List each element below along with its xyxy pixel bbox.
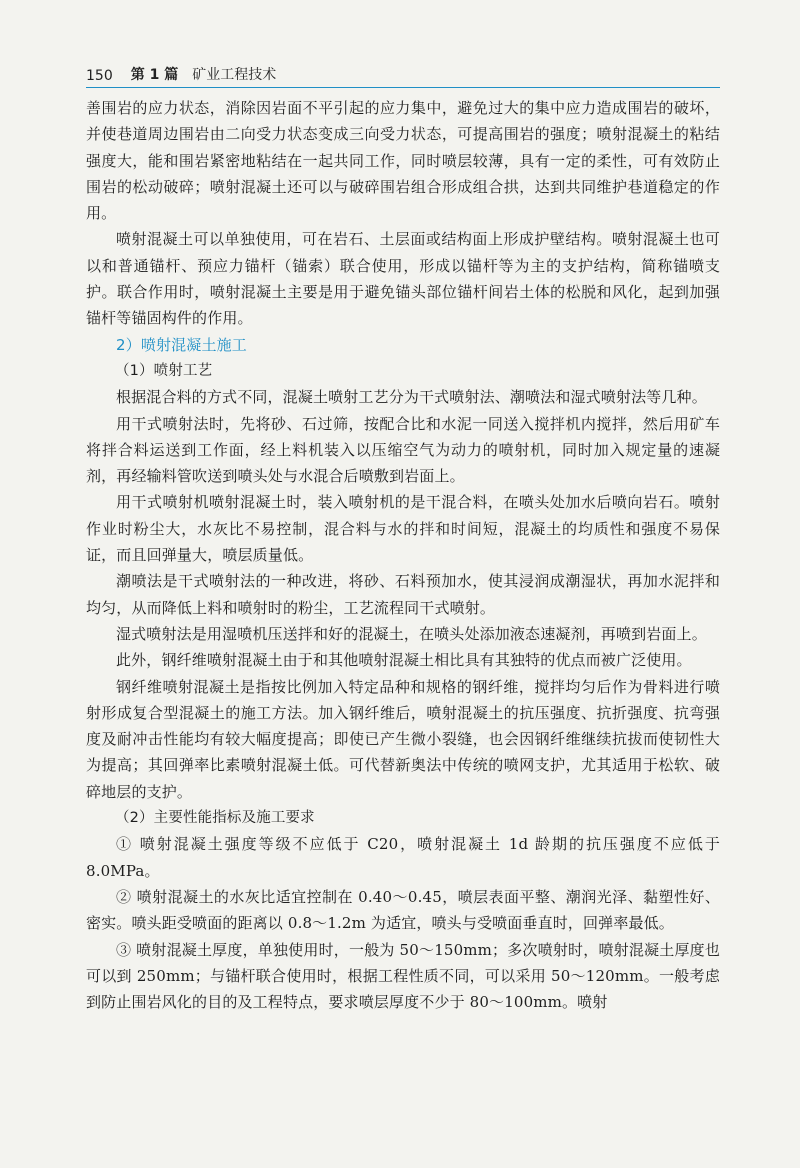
paragraph: 湿式喷射法是用湿喷机压送拌和好的混凝土，在喷头处添加液态速凝剂，再喷到岩面上。 xyxy=(116,624,707,643)
body-text xyxy=(86,95,720,1015)
paragraph: 此外，钢纤维喷射混凝土由于和其他喷射混凝土相比具有其独特的优点而被广泛使用。 xyxy=(116,651,692,670)
list-item: ③ 喷射混凝土厚度，单独使用时，一般为 50～150mm；多次喷射时，喷射混凝土厚度也可以到 250mm；与锚杆联合使用时，根据工程性质不同，可以采用 50～120mm。一般考虑到防止围岩风化的目的及工程特点，要求喷层厚度不少于 80～100mm。喷射 xyxy=(86,940,720,1012)
running-header xyxy=(86,60,720,84)
list-item: ② 喷射混凝土的水灰比适宜控制在 0.40～0.45，喷层表面平整、潮润光泽、黏塑性好、密实。喷头距受喷面的距离以 0.8～1.2m 为适宜，喷头与受喷面垂直时，回弹率最低。 xyxy=(86,887,720,933)
header-title: 矿业工程技术 xyxy=(192,67,277,83)
subsection-heading: （1）喷射工艺 xyxy=(115,362,213,379)
section-heading: 2）喷射混凝土施工 xyxy=(116,335,247,354)
part-label: 第 1 篇 xyxy=(130,67,179,83)
paragraph: 善围岩的应力状态，消除因岩面不平引起的应力集中，避免过大的集中应力造成围岩的破坏，并使巷道周边围岩由二向受力状态变成三向受力状态，可提高围岩的强度；喷射混凝土的粘结强度大，能和围岩紧密地粘结在一起共同工作，同时喷层较薄，具有一定的柔性，可有效防止围岩的松动破碎；喷射混凝土还可以与破碎围岩组合形成组合拱，达到共同维护巷道稳定的作用。 xyxy=(86,99,720,223)
paragraph: 钢纤维喷射混凝土是指按比例加入特定品种和规格的钢纤维，搅拌均匀后作为骨料进行喷射形成复合型混凝土的施工方法。加入钢纤维后，喷射混凝土的抗压强度、抗折强度、抗弯强度及耐冲击性能均有较大幅度提高；即使已产生微小裂缝，也会因钢纤维继续抗拔而使韧性大为提高；其回弹率比素喷射混凝土低。可代替新奥法中传统的喷网支护，尤其适用于松软、破碎地层的支护。 xyxy=(86,677,720,801)
paragraph: 潮喷法是干式喷射法的一种改进，将砂、石料预加水，使其浸润成潮湿状，再加水泥拌和均匀，从而降低上料和喷射时的粉尘，工艺流程同干式喷射。 xyxy=(86,572,720,617)
paragraph: 喷射混凝土可以单独使用，可在岩石、土层面或结构面上形成护壁结构。喷射混凝土也可以和普通锚杆、预应力锚杆（锚索）联合使用，形成以锚杆等为主的支护结构，简称锚喷支护。联合作用时，喷射混凝土主要是用于避免锚头部位锚杆间岩土体的松脱和风化，起到加强锚杆等锚固构件的作用。 xyxy=(86,230,720,328)
header-rule xyxy=(86,87,720,88)
paragraph: 用干式喷射机喷射混凝土时，装入喷射机的是干混合料，在喷头处加水后喷向岩石。喷射作业时粉尘大，水灰比不易控制，混合料与水的拌和时间短，混凝土的均质性和强度不易保证，而且回弹量大，喷层质量低。 xyxy=(86,493,720,565)
paragraph: 根据混合料的方式不同，混凝土喷射工艺分为干式喷射法、潮喷法和湿式喷射法等几种。 xyxy=(116,388,707,407)
page-number: 150 xyxy=(86,68,113,84)
list-item: ① 喷射混凝土强度等级不应低于 C20，喷射混凝土 1d 龄期的抗压强度不应低于 8.0MPa。 xyxy=(86,835,720,880)
subsection-heading: （2）主要性能指标及施工要求 xyxy=(115,810,315,827)
paragraph: 用干式喷射法时，先将砂、石过筛，按配合比和水泥一同送入搅拌机内搅拌，然后用矿车将拌合料运送到工作面，经上料机装入以压缩空气为动力的喷射机，同时加入规定量的速凝剂，再经输料管吹送到喷头处与水混合后喷敷到岩面上。 xyxy=(86,414,720,486)
